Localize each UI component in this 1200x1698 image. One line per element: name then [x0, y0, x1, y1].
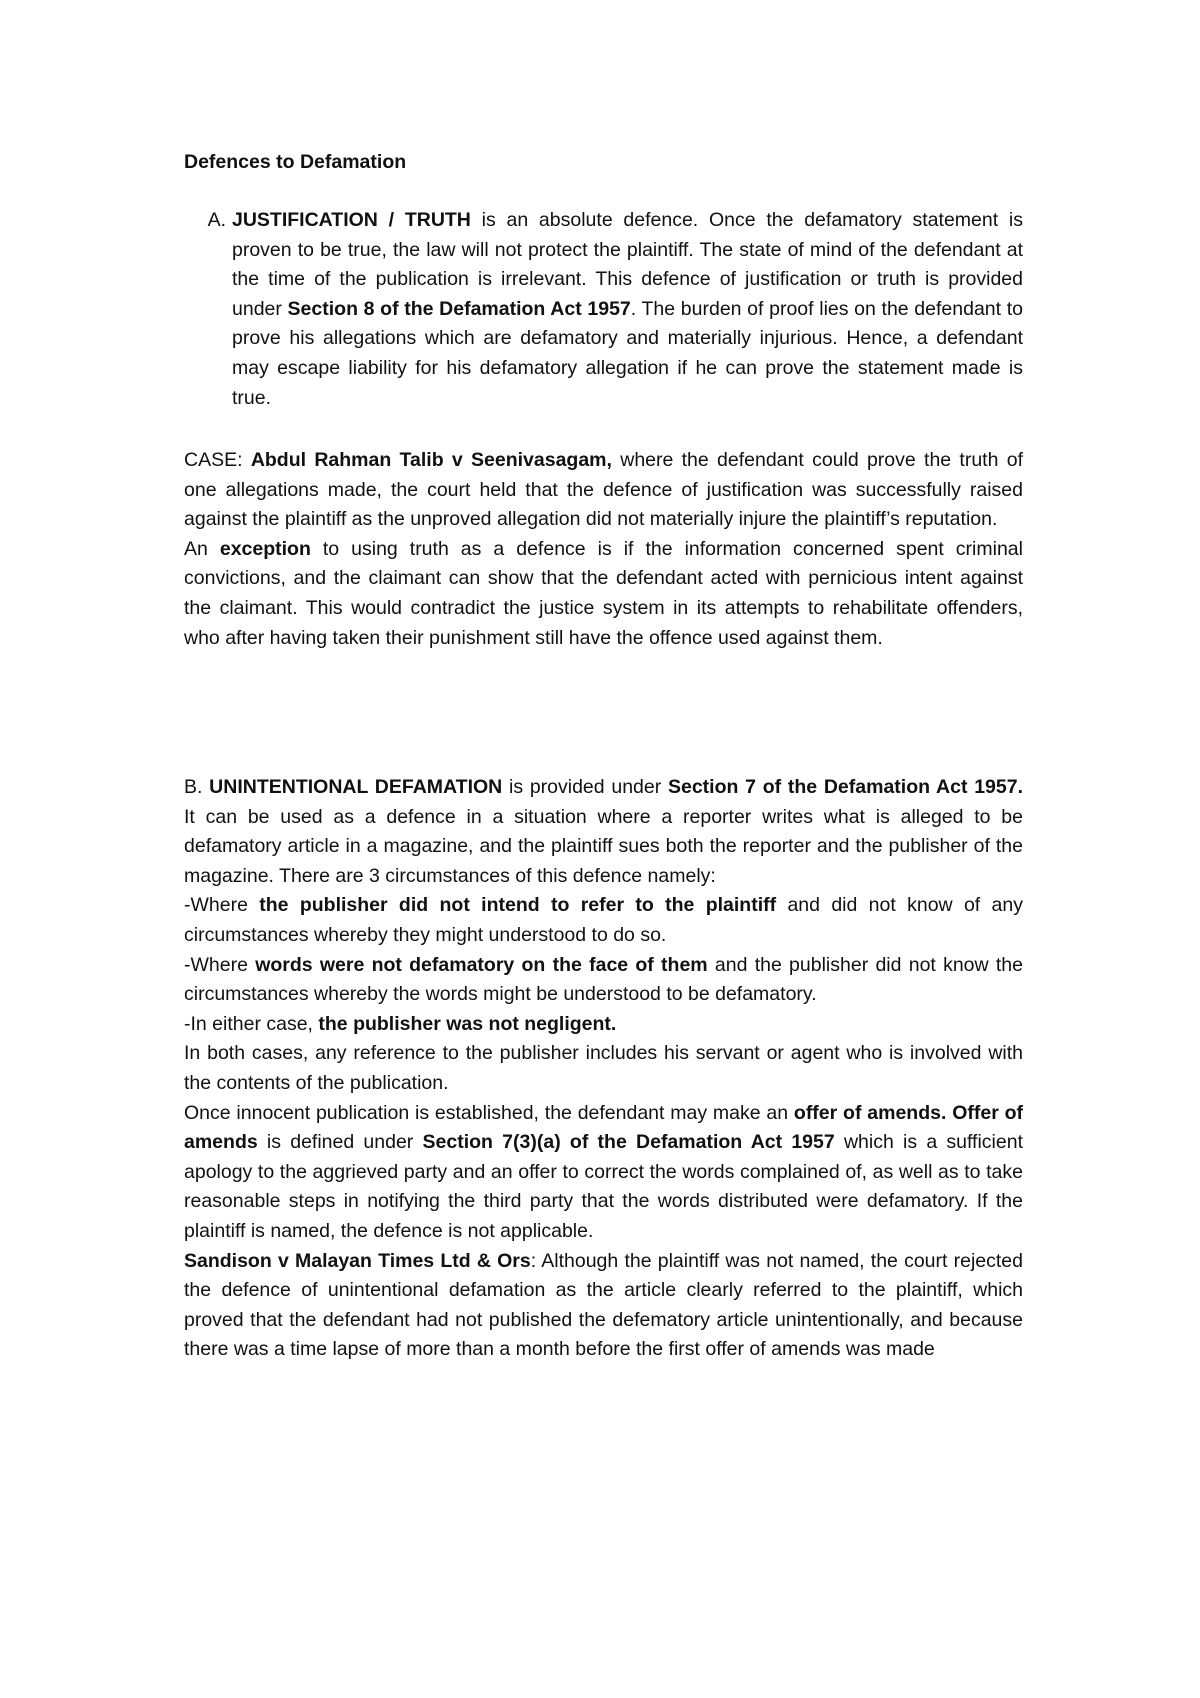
- section-b: [184, 773, 1023, 1365]
- section-a-details: [184, 446, 1023, 653]
- exception-paragraph: An exception to using truth as a defence is if the information concerned spent criminal convictions, and the claimant can show that the defendant acted with pernicious intent against the claimant. This would contradict the justice system in its attempts to rehabilitate offenders, who after having taken their punishment still have the offence used against them.: [184, 537, 1023, 649]
- section-a-statute: Section 8 of the Defamation Act 1957: [287, 297, 631, 320]
- circumstance-3: -In either case, the publisher was not negligent.: [184, 1012, 617, 1035]
- exception-word: exception: [219, 537, 311, 560]
- document-title: Defences to Defamation: [184, 151, 407, 173]
- both-cases-paragraph: In both cases, any reference to the publisher includes his servant or agent who is involved with the contents of the publication.: [184, 1042, 1023, 1094]
- offer-of-amends-paragraph: Once innocent publication is established, the defendant may make an offer of amends. Offer of amends is defined under Section 7(3)(a) of the Defamation Act 1957 which is a sufficient apology to the aggrieved party and an offer to correct the words complained of, as well as to take reasonable steps in notifying the third party that the words distributed were defamatory. If the plaintiff is named, the defence is not applicable.: [184, 1101, 1023, 1242]
- case-name: Abdul Rahman Talib v Seenivasagam,: [250, 449, 612, 471]
- section-a-marker: A.: [207, 209, 226, 231]
- section-a-heading: JUSTIFICATION / TRUTH: [232, 209, 471, 231]
- circumstance-2: -Where words were not defamatory on the face of them and the publisher did not know the circumstances whereby the words might be understood to be defamatory.: [184, 953, 1023, 1006]
- section-b-marker: B.: [184, 776, 210, 798]
- section-a: [184, 206, 1023, 413]
- sandison-case-name: Sandison v Malayan Times Ltd & Ors: [184, 1249, 531, 1272]
- section-a-paragraph: JUSTIFICATION / TRUTH is an absolute defence. Once the defamatory statement is proven to be true, the law will not protect the plaintiff. The state of mind of the defendant at the time of the publication is irrelevant. This defence of justification or truth is provided under Section 8 of the Defamation Act 1957. The burden of proof lies on the defendant to prove his allegations which are defamatory and materially injurious. Hence, a defendant may escape liability for his defamatory allegation if he can prove the statement made is true.: [232, 209, 1023, 409]
- circumstance-1: -Where the publisher did not intend to refer to the plaintiff and did not know of any circumstances whereby they might understood to do so.: [184, 894, 1023, 946]
- section-b-heading: UNINTENTIONAL DEFAMATION: [209, 776, 503, 798]
- section-b-statute: Section 7 of the Defamation Act 1957.: [667, 776, 1023, 798]
- case-paragraph: CASE: Abdul Rahman Talib v Seenivasagam, where the defendant could prove the truth of one allegations made, the court held that the defence of justification was successfully raised against the plaintiff as the unproved allegation did not materially injure the plaintiff’s reputation.: [184, 449, 1023, 531]
- sandison-case-paragraph: Sandison v Malayan Times Ltd & Ors: Although the plaintiff was not named, the court rejected the defence of unintentional defamation as the article clearly referred to the plaintiff, which proved that the defendant had not published the defematory article unintentionally, and because there was a time lapse of more than a month before the first offer of amends was made: [184, 1249, 1023, 1361]
- section-b-paragraph: B. UNINTENTIONAL DEFAMATION is provided under Section 7 of the Defamation Act 1957. It can be used as a defence in a situation where a reporter writes what is alleged to be defamatory article in a magazine, and the plaintiff sues both the reporter and the publisher of the magazine. There are 3 circumstances of this defence namely:: [184, 776, 1023, 887]
